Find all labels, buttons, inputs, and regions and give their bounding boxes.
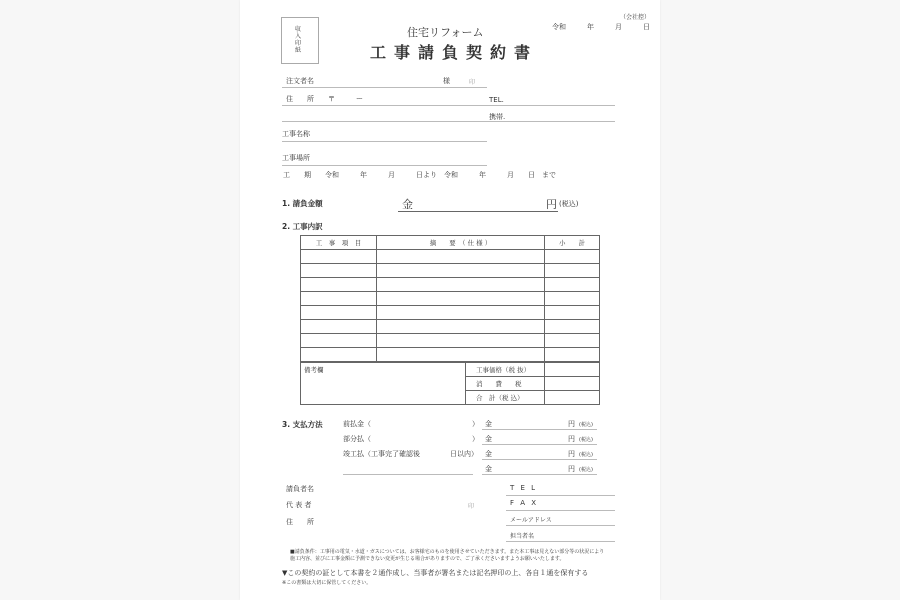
contractor-mail-label: メールアドレス [510,517,552,524]
table-row [301,348,600,362]
payment-yen: 円 [568,450,575,458]
payment-section-title: 3. 支払方法 [282,420,323,429]
contractor-tel-label: T E L [510,484,538,492]
payment-label: 部分払（ [343,435,371,443]
client-honorific: 様 [443,77,450,85]
work-place-label: 工事場所 [282,154,310,162]
payment-extra-line [343,474,473,475]
header-subtotal: 小 計 [545,236,600,250]
spec-cell[interactable] [377,278,545,292]
contractor-person-line[interactable] [506,541,615,542]
payment-tax: (税込) [579,467,593,473]
subtotal-cell[interactable] [545,278,600,292]
payment-tax: (税込) [579,437,593,443]
header-summary: 摘 要 （ 仕 様 ） [377,236,545,250]
client-tel-label: TEL. [489,96,504,104]
payment-tax: (税込) [579,422,593,428]
spec-cell[interactable] [377,320,545,334]
date-line: 令和 年 月 日 [552,23,650,31]
item-cell[interactable] [301,292,377,306]
amount-yen: 円 [546,198,557,211]
contract-sheet [240,0,660,600]
payment-close: ） [472,435,479,443]
payment-amount-line[interactable] [482,459,597,460]
payment-kin: 金 [485,465,492,473]
stamp-label: 収入印紙 [294,26,301,54]
payment-kin: 金 [485,450,492,458]
payment-tax: (税込) [579,452,593,458]
payment-amount-line[interactable] [482,429,597,430]
contractor-fax-label: F A X [510,499,539,507]
amount-section-title: 1. 請負金額 [282,199,323,208]
table-row [301,264,600,278]
amount-kin: 金 [402,198,413,211]
item-cell[interactable] [301,306,377,320]
payment-label: 前払金（ [343,420,371,428]
payment-kin: 金 [485,420,492,428]
document-subtitle: 住宅リフォーム [407,26,484,39]
payment-amount-line[interactable] [482,444,597,445]
payment-yen: 円 [568,420,575,428]
conditions-note-1: ■請負条件：工事用の電気・水道・ガスについては、お客様宅のものを使用させていただきます。また本工事は見えない部分等の状況により [290,549,605,555]
consumption-tax-value[interactable] [545,377,600,391]
remarks-cell[interactable] [301,363,466,405]
client-address-line [282,105,615,106]
subtotal-cell[interactable] [545,292,600,306]
details-table [300,235,600,362]
work-name-label: 工事名称 [282,130,310,138]
payment-amount-line[interactable] [482,474,597,475]
item-cell[interactable] [301,320,377,334]
price-excl-value[interactable] [545,363,600,377]
item-cell[interactable] [301,250,377,264]
payment-close: ） [472,420,479,428]
client-name-label: 注文者名 [286,77,314,85]
remarks-label: 備考欄 [304,366,324,374]
work-period: 工 期 令和 年 月 日より 令和 年 月 日 まで [283,171,556,179]
subtotal-cell[interactable] [545,320,600,334]
table-row [301,292,600,306]
details-header-row [301,236,600,250]
table-row [301,320,600,334]
client-address-label: 住 所 〒 ー [286,95,363,103]
spec-cell[interactable] [377,250,545,264]
spec-cell[interactable] [377,292,545,306]
payment-close: 日以内） [450,450,478,458]
contractor-seal: 印 [468,503,475,510]
subtotal-cell[interactable] [545,348,600,362]
client-mobile-label: 携帯. [489,113,506,121]
contractor-name-label: 請負者名 [286,485,314,493]
consumption-tax-label: 消 費 税 [466,377,545,391]
subtotal-cell[interactable] [545,334,600,348]
payment-label: 竣工払（工事完了確認後 [343,450,420,458]
table-row [301,306,600,320]
contractor-person-label: 担当者名 [510,533,535,540]
item-cell[interactable] [301,334,377,348]
subtotal-cell[interactable] [545,264,600,278]
agreement-text: ▼この契約の証として本書を２通作成し、当事者が署名または記名押印の上、各自１通を保有する [282,569,589,577]
payment-yen: 円 [568,435,575,443]
item-cell[interactable] [301,264,377,278]
table-row [301,250,600,264]
details-section-title: 2. 工事内訳 [282,222,323,231]
summary-table [300,362,600,405]
payment-kin: 金 [485,435,492,443]
contractor-address-label: 住 所 [286,518,314,526]
copy-label: （会社控） [620,14,651,21]
item-cell[interactable] [301,278,377,292]
table-row [301,334,600,348]
amount-tax: (税込) [559,200,579,208]
item-cell[interactable] [301,348,377,362]
amount-line [398,211,558,212]
payment-yen: 円 [568,465,575,473]
document-title: 工事請負契約書 [370,43,539,62]
client-name-line [282,87,487,88]
spec-cell[interactable] [377,306,545,320]
client-seal: 印 [469,79,476,86]
contractor-fax-line[interactable] [506,510,615,511]
price-excl-label: 工事価格（税 抜） [466,363,545,377]
contractor-mail-line[interactable] [506,525,615,526]
total-label: 合 計（税 込） [466,391,545,405]
contractor-tel-line[interactable] [506,495,615,496]
header-work-item: 工 事 項 目 [301,236,377,250]
work-name-line [282,141,487,142]
spec-cell[interactable] [377,334,545,348]
work-place-line [282,165,487,166]
spec-cell[interactable] [377,264,545,278]
contractor-rep-label: 代 表 者 [286,501,312,509]
spec-cell[interactable] [377,348,545,362]
subtotal-cell[interactable] [545,250,600,264]
subtotal-cell[interactable] [545,306,600,320]
revenue-stamp-box [281,17,319,64]
total-value[interactable] [545,391,600,405]
client-mobile-line [282,121,615,122]
conditions-note-2: 施工内容、並びに工事金額に予測できない変更が生じる場合がありますので、ご了承くださいますようお願いいたします。 [290,556,565,562]
table-row [301,278,600,292]
keep-note: ※この書類は大切に保管してください。 [282,580,372,586]
